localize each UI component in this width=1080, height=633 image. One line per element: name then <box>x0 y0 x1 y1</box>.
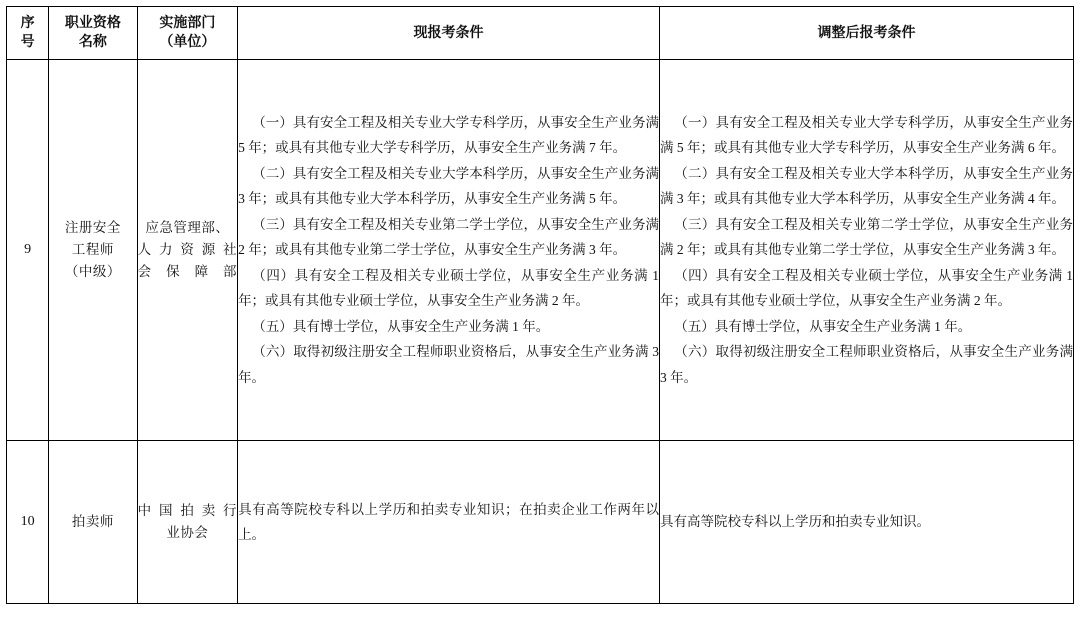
cell-adjusted-conditions <box>660 441 1074 604</box>
condition-item: （五）具有博士学位，从事安全生产业务满 1 年。 <box>674 318 972 334</box>
condition-item: （一）具有安全工程及相关专业大学专科学历，从事安全生产业务满 5 年；或具有其他专业大学专科学历，从事安全生产业务满 7 年。 <box>238 114 660 156</box>
table-row <box>7 441 1074 604</box>
condition-item: （六）取得初级注册安全工程师职业资格后，从事安全生产业务满 3 年。 <box>238 344 660 385</box>
column-header-sequence: 序 号 <box>7 7 49 60</box>
column-header-department: 实施部门 （单位） <box>137 7 237 60</box>
condition-item: （四）具有安全工程及相关专业硕士学位，从事安全生产业务满 1 年；或具有其他专业硕士学位，从事安全生产业务满 2 年。 <box>238 267 660 309</box>
column-header-qualification-name: 职业资格 名称 <box>49 7 137 60</box>
table-row <box>7 60 1074 441</box>
cell-department: 应急管理部、 人力资源社 会保障部 <box>137 60 237 441</box>
column-header-adjusted-conditions: 调整后报考条件 <box>660 7 1074 60</box>
table-body <box>7 60 1074 604</box>
cell-qualification-name: 拍卖师 <box>49 441 137 604</box>
column-header-current-conditions: 现报考条件 <box>238 7 660 60</box>
cell-sequence: 10 <box>7 441 49 604</box>
qualification-table <box>6 6 1074 604</box>
table-header-row <box>7 7 1074 60</box>
condition-item: （二）具有安全工程及相关专业大学本科学历，从事安全生产业务满 3 年；或具有其他专业大学本科学历，从事安全生产业务满 5 年。 <box>238 165 660 207</box>
cell-qualification-name: 注册安全 工程师 （中级） <box>49 60 137 441</box>
table-header <box>7 7 1074 60</box>
condition-item: （五）具有博士学位，从事安全生产业务满 1 年。 <box>252 318 550 334</box>
cell-adjusted-conditions <box>660 60 1074 441</box>
condition-item: （六）取得初级注册安全工程师职业资格后，从事安全生产业务满 3 年。 <box>660 344 1073 385</box>
cell-sequence: 9 <box>7 60 49 441</box>
condition-item: （一）具有安全工程及相关专业大学专科学历，从事安全生产业务满 5 年；或具有其他专业大学专科学历，从事安全生产业务满 6 年。 <box>660 114 1073 156</box>
condition-item: 具有高等院校专科以上学历和拍卖专业知识。 <box>660 514 931 530</box>
condition-item: 具有高等院校专科以上学历和拍卖专业知识；在拍卖企业工作两年以上。 <box>238 501 660 542</box>
document-page <box>0 6 1080 633</box>
condition-item: （三）具有安全工程及相关专业第二学士学位，从事安全生产业务满 2 年；或具有其他专业第二学士学位，从事安全生产业务满 3 年。 <box>238 216 660 258</box>
condition-item: （四）具有安全工程及相关专业硕士学位，从事安全生产业务满 1 年；或具有其他专业硕士学位，从事安全生产业务满 2 年。 <box>660 267 1073 309</box>
condition-item: （二）具有安全工程及相关专业大学本科学历，从事安全生产业务满 3 年；或具有其他专业大学本科学历，从事安全生产业务满 4 年。 <box>660 165 1073 207</box>
cell-current-conditions <box>238 60 660 441</box>
cell-current-conditions <box>238 441 660 604</box>
cell-department: 中国拍卖行 业协会 <box>137 441 237 604</box>
condition-item: （三）具有安全工程及相关专业第二学士学位，从事安全生产业务满 2 年；或具有其他专业第二学士学位，从事安全生产业务满 3 年。 <box>660 216 1073 258</box>
